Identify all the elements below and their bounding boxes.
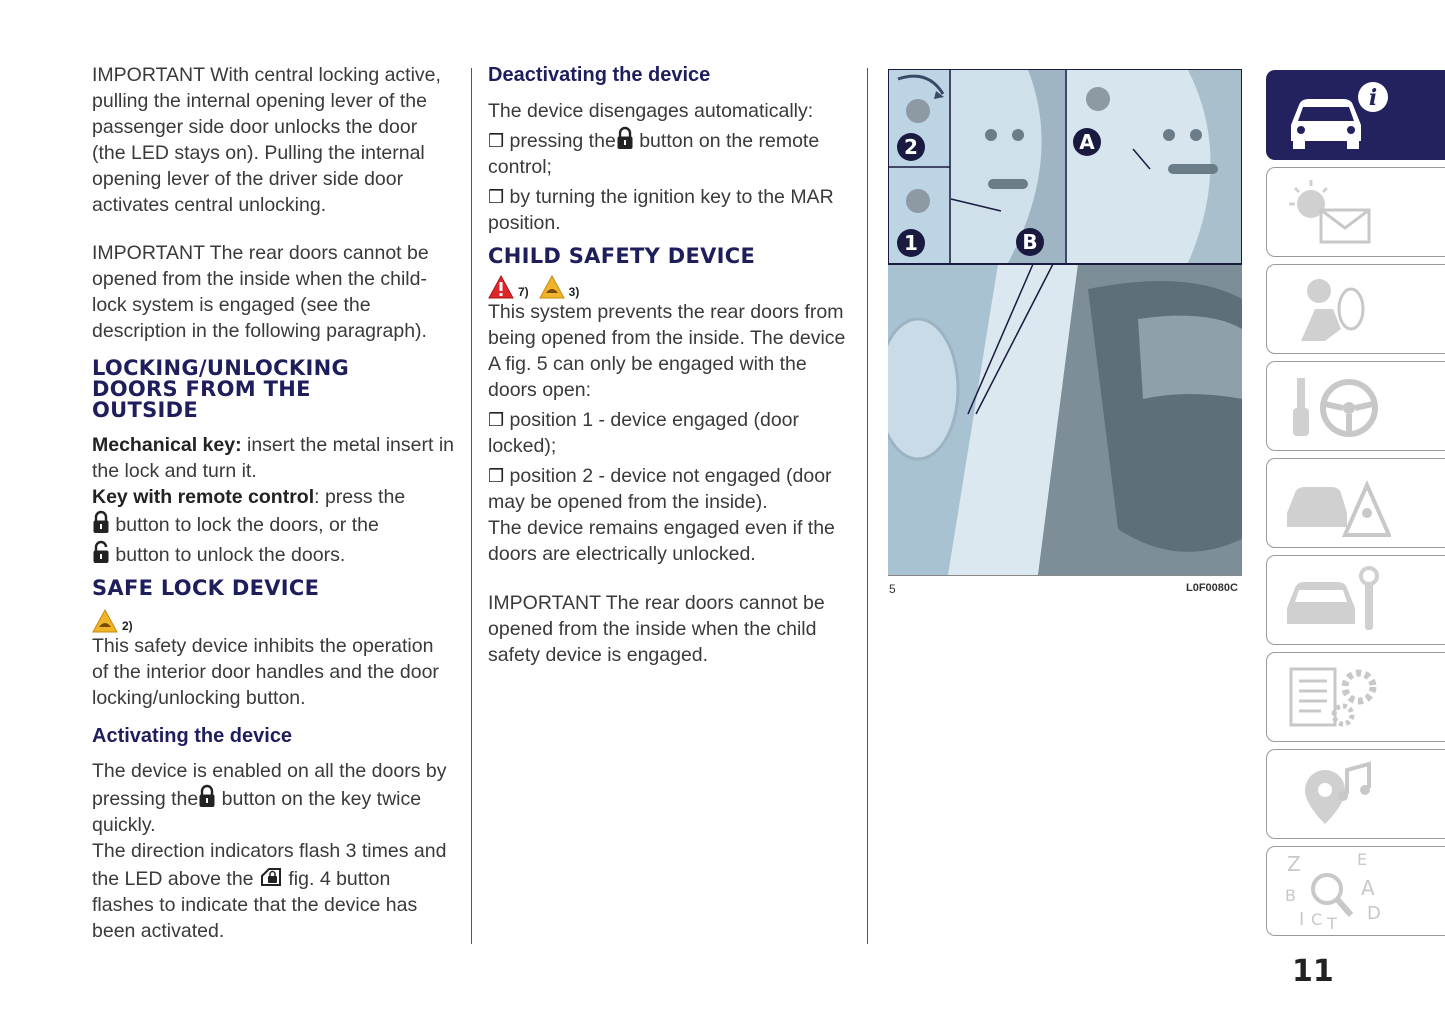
figure-child-safety-device bbox=[888, 69, 1242, 575]
tab-maintenance[interactable] bbox=[1266, 555, 1445, 645]
important-note-rear-doors: IMPORTANT The rear doors cannot be opened from the inside when the child-lock system is engaged (see the description in the following paragraph). bbox=[92, 242, 429, 342]
deactivating-bullet-2 bbox=[488, 184, 858, 236]
child-b1-text: position 1 - device engaged (door locked); bbox=[488, 409, 800, 457]
activating-text-c: The direction indicators flash 3 times and the LED above the bbox=[92, 840, 447, 890]
activating-paragraph-1 bbox=[92, 758, 454, 838]
index-letter-b: B bbox=[1285, 886, 1296, 905]
heading-child-safety: CHILD SAFETY DEVICE bbox=[488, 244, 756, 268]
safety-airbag-icon bbox=[1281, 269, 1391, 349]
remote-control-label: Key with remote control bbox=[92, 486, 315, 508]
danger-triangle-icon bbox=[488, 275, 514, 299]
heading-line-1: LOCKING/UNLOCKING bbox=[92, 356, 349, 380]
index-letter-z: Z bbox=[1287, 852, 1301, 876]
tab-safety[interactable] bbox=[1266, 264, 1445, 354]
child-safety-text-1: This system prevents the rear doors from being opened from the inside. The device A fig. 5 can only be engaged with the doors open: bbox=[488, 301, 846, 401]
deact-b2-text: by turning the ignition key to the MAR position. bbox=[488, 186, 834, 234]
figure-label-two: 2 bbox=[904, 135, 918, 159]
lock-icon bbox=[616, 126, 634, 150]
tab-index[interactable] bbox=[1266, 846, 1445, 936]
mechanical-key-paragraph bbox=[92, 432, 454, 484]
tab-knowing-car[interactable] bbox=[1266, 70, 1445, 160]
page-number: 11 bbox=[1292, 954, 1334, 989]
heading-safe-lock: SAFE LOCK DEVICE bbox=[92, 576, 320, 600]
child-bullet-2 bbox=[488, 463, 858, 515]
column-divider-2 bbox=[867, 68, 868, 944]
heading-line-3: OUTSIDE bbox=[92, 398, 199, 422]
index-letter-t: T bbox=[1327, 914, 1337, 931]
bullet-mark: ❒ bbox=[488, 410, 505, 430]
important-note-central-locking: IMPORTANT With central locking active, pulling the internal opening lever of the passenger side door unlocks the door (the LED stays on). Pulling the internal opening lever of the driver side door activates central unlocking. bbox=[92, 64, 441, 216]
activating-text-d: fig. 4 button flashes to indicate that the device has been activated. bbox=[92, 868, 418, 942]
emergency-icon bbox=[1281, 463, 1391, 543]
child-safety-warning-refs bbox=[488, 271, 858, 299]
child-bullet-1 bbox=[488, 407, 858, 459]
index-letter-d: D bbox=[1367, 903, 1381, 924]
index-icon bbox=[1281, 851, 1391, 931]
figure-label-one: 1 bbox=[904, 231, 918, 255]
figure-code: L0F0080C bbox=[1186, 582, 1238, 594]
deactivating-intro: The device disengages automatically: bbox=[488, 100, 814, 122]
deact-b1-text-b: button on the remote control; bbox=[488, 130, 820, 178]
mechanical-key-label: Mechanical key: bbox=[92, 434, 242, 456]
lock-icon bbox=[92, 510, 110, 534]
remote-control-paragraph bbox=[92, 484, 454, 510]
child-ref-2: 3) bbox=[568, 285, 580, 299]
tab-technical-data[interactable] bbox=[1266, 652, 1445, 742]
remote-unlock-text: button to unlock the doors. bbox=[110, 544, 346, 566]
bullet-mark: ❒ bbox=[488, 466, 505, 486]
chapter-tabs bbox=[1266, 70, 1445, 943]
car-info-icon bbox=[1281, 75, 1391, 155]
activating-text-a: The device is enabled on all the doors by pressing the bbox=[92, 760, 447, 810]
bullet-mark: ❒ bbox=[488, 187, 505, 207]
heading-activating: Activating the device bbox=[92, 725, 293, 747]
child-ref-1: 7) bbox=[518, 285, 529, 299]
activating-paragraph-2 bbox=[92, 838, 454, 944]
index-letter-a: A bbox=[1361, 876, 1375, 900]
safe-lock-ref: 2) bbox=[122, 619, 133, 633]
index-letter-c: C bbox=[1311, 910, 1323, 929]
tab-starting-driving[interactable] bbox=[1266, 361, 1445, 451]
activating-text-b: button on the key twice quickly. bbox=[92, 788, 422, 836]
tab-emergency[interactable] bbox=[1266, 458, 1445, 548]
deact-b1-text-a: pressing the bbox=[504, 130, 616, 152]
figure-label-a: A bbox=[1079, 130, 1095, 154]
tab-dashboard[interactable] bbox=[1266, 167, 1445, 257]
technical-data-icon bbox=[1281, 657, 1391, 737]
unlock-icon bbox=[92, 540, 110, 564]
remote-lock-text: button to lock the doors, or the bbox=[110, 514, 379, 536]
index-letter-i: I bbox=[1299, 909, 1305, 930]
figure-label-b: B bbox=[1022, 230, 1038, 254]
heading-locking-unlocking bbox=[92, 358, 454, 421]
starting-driving-icon bbox=[1281, 366, 1391, 446]
door-lock-button-icon bbox=[259, 864, 283, 888]
tab-multimedia[interactable] bbox=[1266, 749, 1445, 839]
multimedia-icon bbox=[1281, 754, 1391, 834]
svg-text:i: i bbox=[1368, 85, 1378, 111]
remote-unlock-line bbox=[92, 540, 454, 568]
safe-lock-warning-refs bbox=[92, 605, 454, 633]
bullet-mark: ❒ bbox=[488, 131, 505, 151]
lock-icon bbox=[198, 784, 216, 808]
maintenance-icon bbox=[1281, 560, 1391, 640]
index-letter-e: E bbox=[1357, 851, 1368, 869]
heading-deactivating: Deactivating the device bbox=[488, 64, 711, 86]
child-safety-text-2: The device remains engaged even if the doors are electrically unlocked. bbox=[488, 517, 835, 565]
remote-lock-line bbox=[92, 510, 454, 538]
middle-column bbox=[488, 62, 858, 668]
safe-lock-text: This safety device inhibits the operation of the interior door handles and the door locking/unlocking button. bbox=[92, 635, 439, 709]
caution-triangle-icon bbox=[539, 275, 565, 299]
deactivating-bullet-1 bbox=[488, 126, 858, 180]
left-column bbox=[92, 62, 454, 944]
remote-control-text: : press the bbox=[314, 486, 406, 508]
figure-number: 5 bbox=[889, 582, 896, 596]
caution-triangle-icon bbox=[92, 609, 118, 633]
mechanical-key-text: insert the metal insert in the lock and turn it. bbox=[92, 434, 455, 482]
child-b2-text: position 2 - device not engaged (door may be opened from the inside). bbox=[488, 465, 832, 513]
column-divider-1 bbox=[471, 68, 472, 944]
heading-line-2: DOORS FROM THE bbox=[92, 377, 311, 401]
figure-underline bbox=[888, 575, 1242, 576]
dashboard-lights-icon bbox=[1281, 172, 1391, 252]
important-note-child-safety: IMPORTANT The rear doors cannot be opened from the inside when the child safety device is engaged. bbox=[488, 592, 825, 666]
